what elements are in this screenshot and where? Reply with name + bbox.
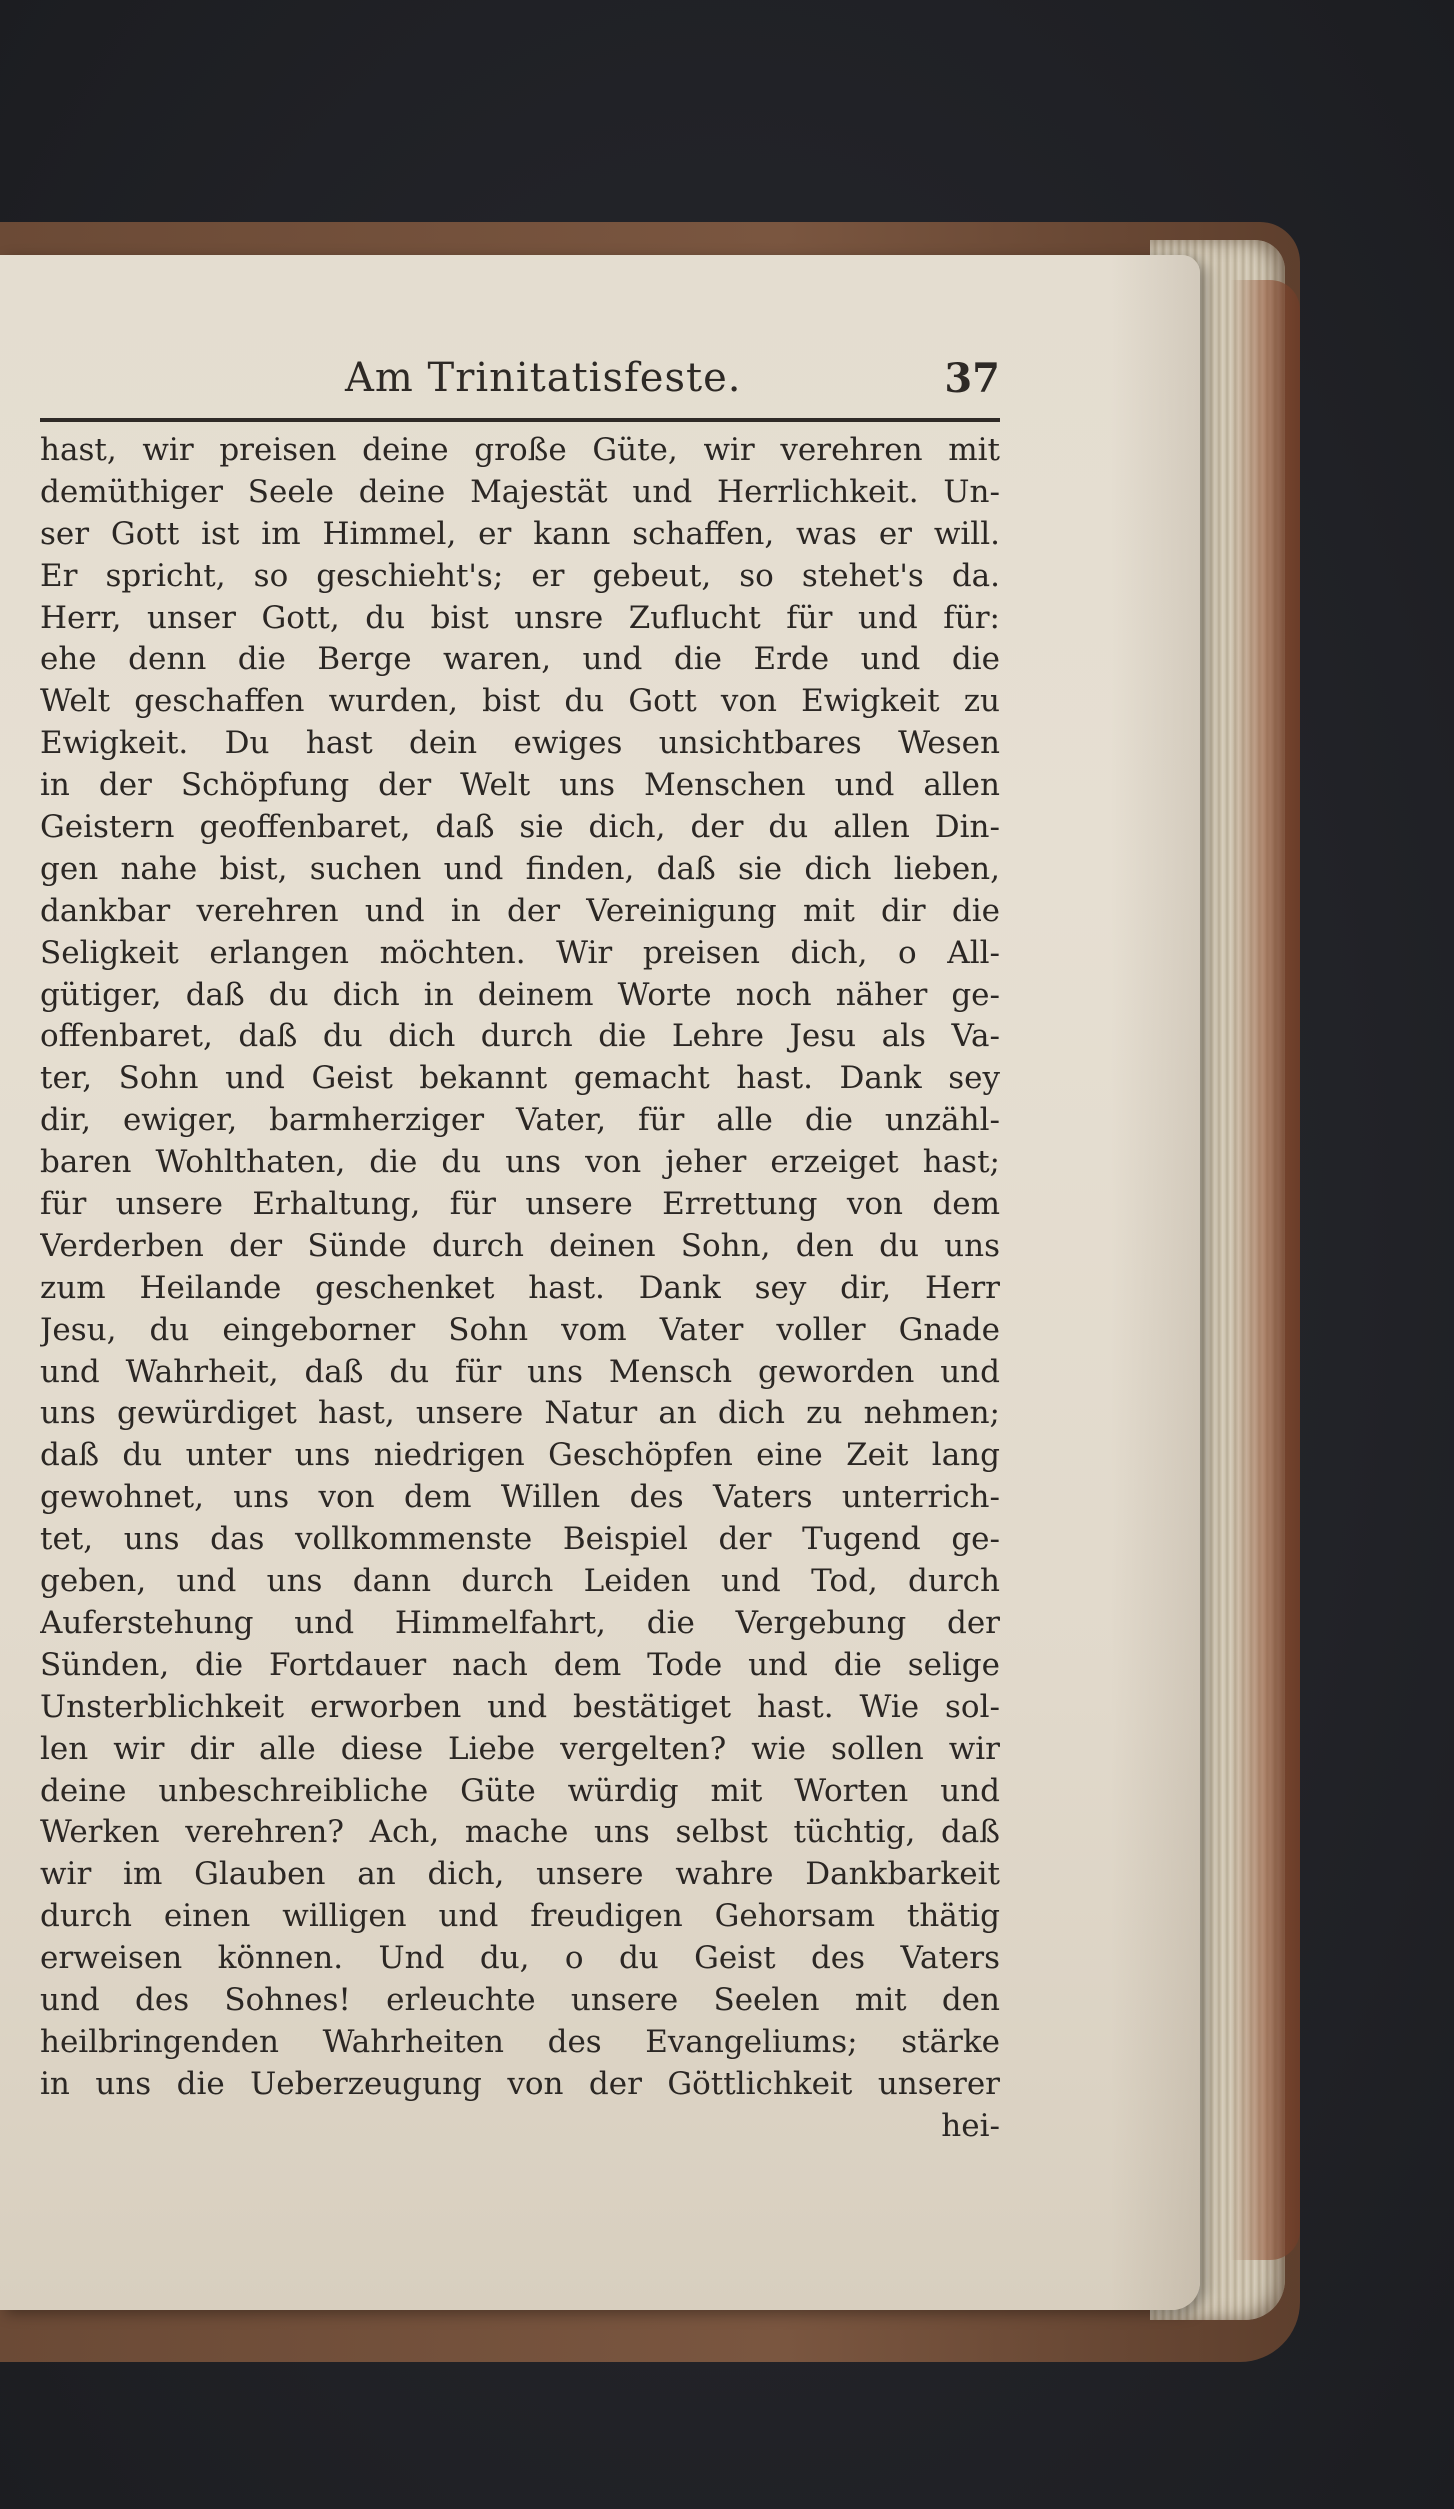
text-line: geben, und uns dann durch Leiden und Tod, durch [40,1563,1000,1600]
text-line: zum Heilande geschenket hast. Dank sey dir, Herr [40,1269,1000,1306]
text-line: Welt geschaffen wurden, bist du Gott von Ewigkeit zu [40,683,1000,720]
text-line: ter, Sohn und Geist bekannt gemacht hast. Dank sey [40,1060,1000,1097]
text-line: und des Sohnes! erleuchte unsere Seelen mit den [40,1981,1000,2018]
text-line: demüthiger Seele deine Majestät und Herrlichkeit. Un- [40,473,1000,510]
text-line: daß du unter uns niedrigen Geschöpfen eine Zeit lang [40,1437,1000,1474]
text-line: Jesu, du eingeborner Sohn vom Vater voller Gnade [40,1311,1000,1348]
text-line: Unsterblichkeit erworben und bestätiget hast. Wie sol- [40,1688,1000,1725]
catchword: hei- [941,2107,1000,2144]
text-line: gütiger, daß du dich in deinem Worte noch näher ge- [40,976,1000,1013]
text-line: Geistern geoffenbaret, daß sie dich, der du allen Din- [40,809,1000,846]
text-line: hast, wir preisen deine große Güte, wir verehren mit [40,432,1000,468]
text-line: tet, uns das vollkommenste Beispiel der Tugend ge- [40,1521,1000,1558]
body-text [40,430,1000,2148]
text-line: für unsere Erhaltung, für unsere Errettung von dem [40,1186,1000,1223]
text-line: gewohnet, uns von dem Willen des Vaters unterrich- [40,1479,1000,1516]
text-line: dankbar verehren und in der Vereinigung mit dir die [40,892,1000,929]
text-line: len wir dir alle diese Liebe vergelten? wie sollen wir [40,1730,1000,1767]
text-line: Sünden, die Fortdauer nach dem Tode und die selige [40,1646,1000,1683]
text-line: Herr, unser Gott, du bist unsre Zuflucht für und für: [40,599,1000,636]
text-line: gen nahe bist, suchen und finden, daß sie dich lieben, [40,850,1000,887]
text-line: ser Gott ist im Himmel, er kann schaffen, was er will. [40,515,1000,552]
text-line: heilbringenden Wahrheiten des Evangeliums; stärke [40,2023,1000,2060]
text-line: wir im Glauben an dich, unsere wahre Dankbarkeit [40,1856,1000,1893]
text-line: deine unbeschreibliche Güte würdig mit Worten und [40,1772,1000,1809]
running-head-title: Am Trinitatisfeste. [345,355,742,401]
text-line: in uns die Ueberzeugung von der Göttlichkeit unserer [40,2065,1000,2102]
text-line: uns gewürdiget hast, unsere Natur an dich zu nehmen; [40,1395,1000,1432]
running-head [40,355,1000,415]
text-line: baren Wohlthaten, die du uns von jeher erzeiget hast; [40,1144,1000,1181]
text-line: Er spricht, so geschieht's; er gebeut, so stehet's da. [40,557,1000,594]
text-line: Auferstehung und Himmelfahrt, die Vergebung der [40,1604,1000,1641]
page-number: 37 [944,355,1000,402]
text-line: Ewigkeit. Du hast dein ewiges unsichtbares Wesen [40,725,1000,762]
text-line: Werken verehren? Ach, mache uns selbst tüchtig, daß [40,1814,1000,1851]
text-line: offenbaret, daß du dich durch die Lehre Jesu als Va- [40,1018,1000,1055]
text-line: dir, ewiger, barmherziger Vater, für alle die unzähl- [40,1102,1000,1139]
text-line: und Wahrheit, daß du für uns Mensch geworden und [40,1353,1000,1390]
text-line: in der Schöpfung der Welt uns Menschen und allen [40,767,1000,804]
text-line: erweisen können. Und du, o du Geist des Vaters [40,1940,1000,1977]
cover-edge [1230,280,1300,2260]
text-line: durch einen willigen und freudigen Gehorsam thätig [40,1898,1000,1935]
text-line: Seligkeit erlangen möchten. Wir preisen dich, o All- [40,934,1000,971]
text-line: Verderben der Sünde durch deinen Sohn, den du uns [40,1227,1000,1264]
text-line: ehe denn die Berge waren, und die Erde und die [40,641,1000,678]
header-rule [40,418,1000,422]
